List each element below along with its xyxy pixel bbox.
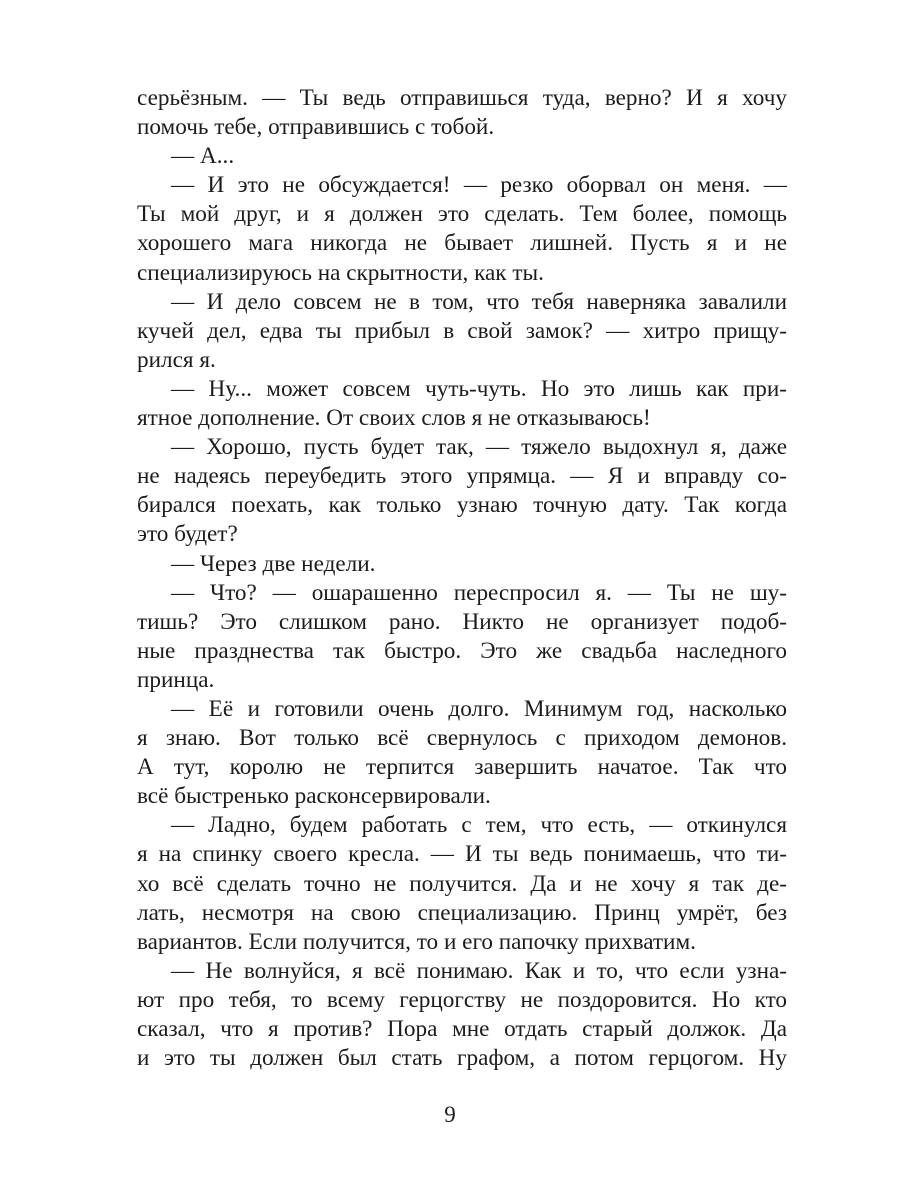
text-line: принца.	[137, 666, 215, 693]
text-line: вариантов. Если получится, то и его папочку прихватим.	[137, 928, 696, 955]
text-line: я знаю. Вот только всё свернулось с приходом демонов.	[137, 725, 787, 752]
text-line: — И дело совсем не в том, что тебя наверняка завалили	[171, 288, 787, 315]
text-line: и это ты должен был стать графом, а потом герцогом. Ну	[137, 1045, 787, 1072]
text-line: тишь? Это слишком рано. Никто не организует подоб-	[137, 608, 787, 635]
text-line: хо всё сделать точно не получится. Да и не хочу я так де-	[137, 870, 787, 897]
text-line: — Через две недели.	[171, 550, 376, 577]
text-line: сказал, что я против? Пора мне отдать старый должок. Да	[137, 1016, 787, 1042]
text-line: — А...	[171, 143, 235, 170]
text-line: А тут, королю не терпится завершить начатое. Так что	[137, 754, 787, 781]
text-line: — И это не обсуждается! — резко оборвал он меня. —	[171, 172, 787, 199]
text-line: бирался поехать, как только узнаю точную дату. Так когда	[137, 492, 787, 519]
text-line: — Её и готовили очень долго. Минимум год, насколько	[171, 695, 787, 722]
text-line: — Хорошо, пусть будет так, — тяжело выдохнул я, даже	[171, 434, 787, 461]
text-line: рился я.	[137, 346, 216, 373]
text-line: всё быстренько расконсервировали.	[137, 783, 491, 810]
text-line: — Ладно, будем работать с тем, что есть, — откинулся	[171, 812, 787, 839]
text-line: лать, несмотря на свою специализацию. Принц умрёт, без	[137, 899, 787, 926]
text-line: серьёзным. — Ты ведь отправишься туда, верно? И я хочу	[137, 85, 787, 111]
text-line: ют про тебя, то всему герцогству не поздоровится. Но кто	[137, 986, 787, 1013]
text-line: Ты мой друг, и я должен это сделать. Тем более, помощь	[137, 201, 787, 228]
text-line: — Ну... может совсем чуть-чуть. Но это лишь как при-	[171, 375, 787, 402]
text-line: хорошего мага никогда не бывает лишней. Пусть я и не	[137, 230, 787, 257]
text-line: — Не волнуйся, я всё понимаю. Как и то, что если узна-	[171, 957, 787, 984]
text-line: это будет?	[137, 521, 238, 548]
body-text	[137, 84, 787, 1073]
text-line: кучей дел, едва ты прибыл в свой замок? — хитро прищу-	[137, 317, 787, 344]
text-line: не надеясь переубедить этого упрямца. — Я и вправду со-	[137, 463, 787, 490]
text-line: специализируюсь на скрытности, как ты.	[137, 259, 544, 286]
page-number: 9	[444, 1102, 456, 1127]
text-line: — Что? — ошарашенно переспросил я. — Ты не шу-	[171, 579, 787, 606]
text-line: я на спинку своего кресла. — И ты ведь понимаешь, что ти-	[137, 841, 787, 868]
text-line: ятное дополнение. От своих слов я не отказываюсь!	[137, 405, 651, 432]
text-line: помочь тебе, отправившись с тобой.	[137, 114, 495, 141]
text-line: ные празднества так быстро. Это же свадьба наследного	[137, 637, 787, 664]
